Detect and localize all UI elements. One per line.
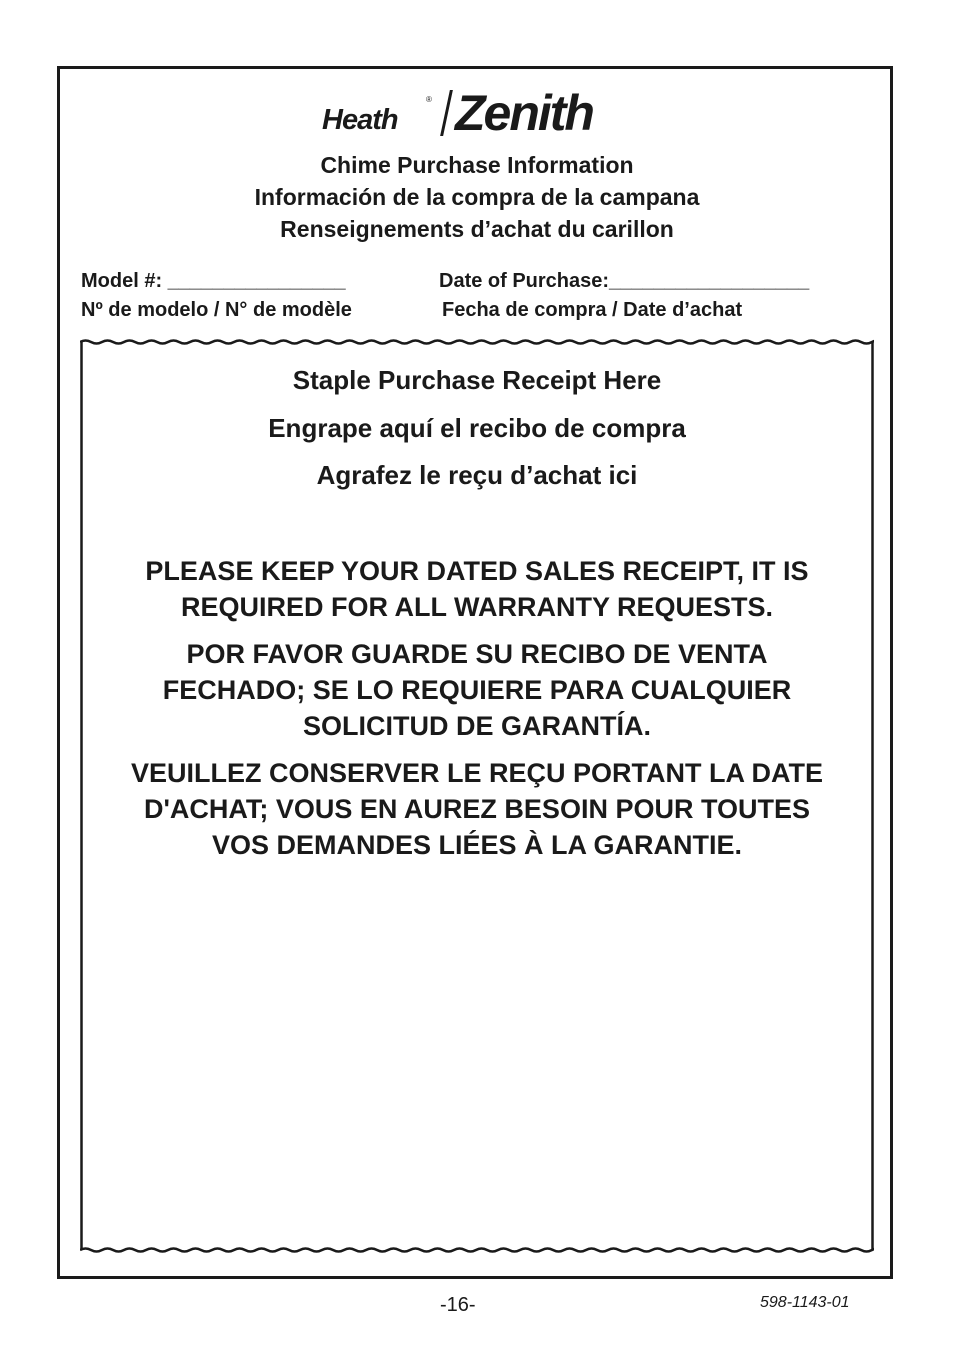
date-of-purchase-translation: Fecha de compra / Date d’achat — [442, 299, 743, 321]
warranty-notice-french — [80, 755, 874, 863]
warranty-notice-spanish — [80, 636, 874, 744]
logo-registered-mark: ® — [426, 95, 432, 104]
heath-zenith-logo — [322, 85, 634, 141]
heading-english: Chime Purchase Information — [320, 152, 634, 178]
notice-line: REQUIRED FOR ALL WARRANTY REQUESTS. — [180, 592, 774, 622]
notice-line: VEUILLEZ CONSERVER LE REÇU PORTANT LA DATE — [130, 758, 824, 788]
heading-spanish: Información de la compra de la campana — [254, 184, 700, 210]
notice-line: PLEASE KEEP YOUR DATED SALES RECEIPT, IT IS — [145, 556, 809, 586]
logo-zenith-text: Zenith — [455, 85, 593, 141]
heading-french: Renseignements d’achat du carillon — [280, 216, 674, 242]
model-number-translation: Nº de modelo / N° de modèle — [81, 299, 352, 321]
page-number: -16- — [440, 1294, 476, 1316]
staple-instruction-english: Staple Purchase Receipt Here — [292, 365, 662, 395]
receipt-staple-area — [80, 336, 874, 1256]
receipt-top-wave — [80, 341, 874, 344]
logo-heath-text: Heath — [322, 104, 398, 136]
warranty-notice-english — [80, 553, 874, 625]
document-number: 598-1143-01 — [760, 1294, 850, 1311]
notice-line: FECHADO; SE LO REQUIERE PARA CUALQUIER — [162, 675, 792, 705]
notice-line: POR FAVOR GUARDE SU RECIBO DE VENTA — [186, 639, 768, 669]
notice-line: VOS DEMANDES LIÉES À LA GARANTIE. — [211, 830, 743, 860]
notice-line: SOLICITUD DE GARANTÍA. — [303, 711, 651, 741]
logo-slash — [440, 90, 453, 136]
notice-line: D'ACHAT; VOUS EN AUREZ BESOIN POUR TOUTES — [144, 794, 810, 824]
model-number-field: Model #: ________________ — [81, 270, 346, 292]
date-of-purchase-field: Date of Purchase:__________________ — [439, 270, 810, 292]
staple-instruction-spanish: Engrape aquí el recibo de compra — [268, 413, 686, 443]
staple-instruction-french: Agrafez le reçu d’achat ici — [316, 460, 638, 490]
receipt-bottom-wave — [80, 1249, 874, 1252]
